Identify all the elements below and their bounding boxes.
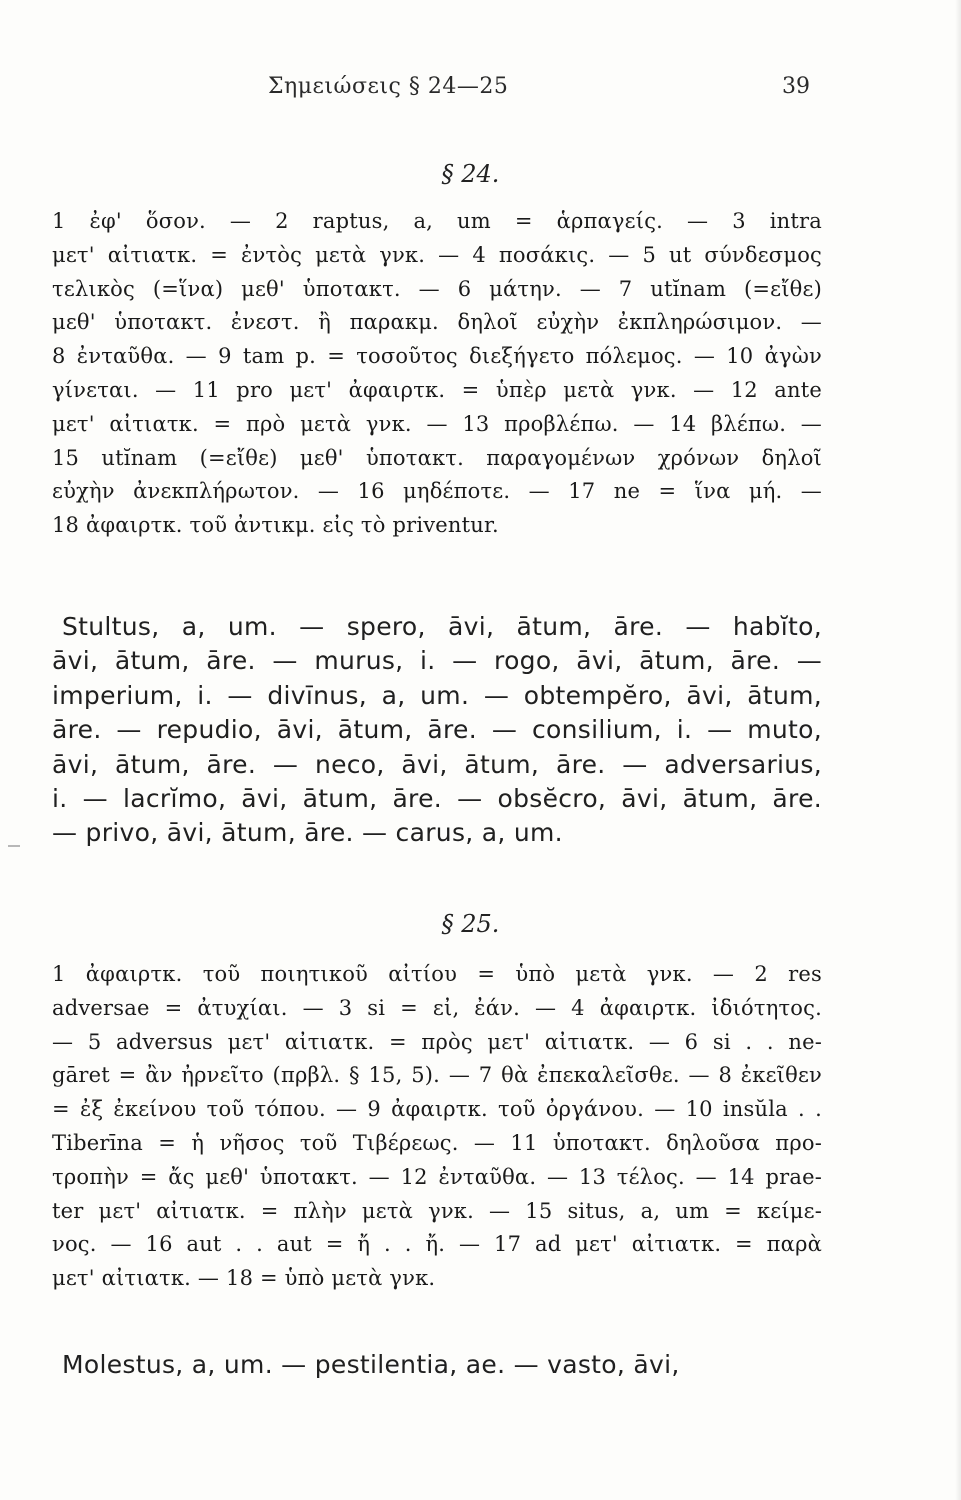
note-line: 1 ἀφαιρτκ. τοῦ ποιητικοῦ αἰτίου = ὑπὸ μετὰ γνκ. — 2 res (52, 962, 822, 986)
section-heading-25: § 25. (441, 910, 500, 938)
note-line: μετ' αἰτιατκ. = πρὸ μετὰ γνκ. — 13 προβλέπω. — 14 βλέπω. — (52, 411, 822, 436)
page-header (0, 74, 961, 104)
section-heading-24: § 24. (441, 160, 500, 188)
note-line: τροπὴν = ἄς μεθ' ὑποτακτ. — 12 ἐνταῦθα. — 13 τέλος. — 14 prae- (52, 1164, 822, 1189)
note-line: 15 utĭnam (=εἴθε) μεθ' ὑποτακτ. παραγομένων χρόνων δηλοῖ (52, 445, 822, 470)
note-line: μεθ' ὑποτακτ. ἐνεστ. ἢ παρακμ. δηλοῖ εὐχὴν ἐκπληρώσιμον. — (52, 310, 822, 335)
note-line: ter μετ' αἰτιατκ. = πλὴν μετὰ γνκ. — 15 situs, a, um = κείμε- (52, 1198, 822, 1223)
note-line: τελικὸς (=ἵνα) μεθ' ὑποτακτ. — 6 μάτην. — 7 utĭnam (=εἴθε) (52, 276, 822, 301)
vocab-line: i. — lacrĭmo, āvi, ātum, āre. — obsĕcro, āvi, ātum, āre. (52, 783, 822, 813)
note-line: εὐχὴν ἀνεκπλήρωτον. — 16 μηδέποτε. — 17 ne = ἵνα μή. — (52, 479, 822, 504)
note-line: gāret = ἂν ἠρνεῖτο (πρβλ. § 15, 5). — 7 θὰ ἐπεκαλεῖσθε. — 8 ἐκεῖθεν (52, 1063, 822, 1088)
vocab-line: āre. — repudio, āvi, ātum, āre. — consilium, i. — muto, (52, 715, 822, 745)
vocab-line: āvi, ātum, āre. — murus, i. — rogo, āvi, ātum, āre. — (52, 646, 822, 676)
vocab-line: — privo, āvi, ātum, āre. — carus, a, um. (52, 818, 563, 848)
running-head: Σημειώσεις § 24—25 (268, 74, 509, 99)
note-line: adversae = ἀτυχίαι. — 3 si = εἰ, ἐάν. — 4 ἀφαιρτκ. ἰδιότητος. (52, 995, 822, 1020)
vocab-line: Molestus, a, um. — pestilentia, ae. — vasto, āvi, (62, 1350, 680, 1379)
vocab-line: āvi, ātum, āre. — neco, āvi, ātum, āre. — adversarius, (52, 749, 822, 779)
note-line: Tiberīna = ἡ νῆσος τοῦ Τιβέρεως. — 11 ὑποτακτ. δηλοῦσα προ- (52, 1130, 822, 1155)
note-line: μετ' αἰτιατκ. — 18 = ὑπὸ μετὰ γνκ. (52, 1266, 436, 1291)
note-line: 8 ἐνταῦθα. — 9 tam p. = τοσοῦτος διεξήγετο πόλεμος. — 10 ἀγὼν (52, 344, 822, 369)
page-number: 39 (782, 74, 810, 99)
note-line: μετ' αἰτιατκ. = ἐντὸς μετὰ γνκ. — 4 ποσάκις. — 5 ut σύνδεσμος (52, 242, 822, 267)
vocab-line: imperium, i. — divīnus, a, um. — obtempĕro, āvi, ātum, (52, 680, 822, 710)
vocabulary-section-25 (52, 1348, 822, 1382)
margin-mark (8, 845, 20, 847)
note-line: γίνεται. — 11 pro μετ' ἀφαιρτκ. = ὑπὲρ μετὰ γνκ. — 12 ante (52, 377, 822, 402)
note-line: νος. — 16 aut . . aut = ἤ . . ἤ. — 17 ad μετ' αἰτιατκ. = παρὰ (52, 1232, 822, 1257)
page-edge-shadow (955, 0, 961, 1500)
note-line: 18 ἀφαιρτκ. τοῦ ἀντικμ. εἰς τὸ priventur. (52, 513, 499, 538)
notes-section-25 (52, 958, 822, 1296)
note-line: = ἐξ ἐκείνου τοῦ τόπου. — 9 ἀφαιρτκ. τοῦ ὀργάνου. — 10 insŭla . . (52, 1097, 822, 1122)
vocab-line: Stultus, a, um. — spero, āvi, ātum, āre. — habĭto, (62, 612, 822, 641)
note-line: 1 ἐφ' ὅσον. — 2 raptus, a, um = ἁρπαγείς. — 3 intra (52, 209, 822, 233)
vocabulary-section-24 (52, 610, 822, 851)
note-line: — 5 adversus μετ' αἰτιατκ. = πρὸς μετ' αἰτιατκ. — 6 si . . ne- (52, 1029, 822, 1054)
notes-section-24 (52, 205, 822, 543)
